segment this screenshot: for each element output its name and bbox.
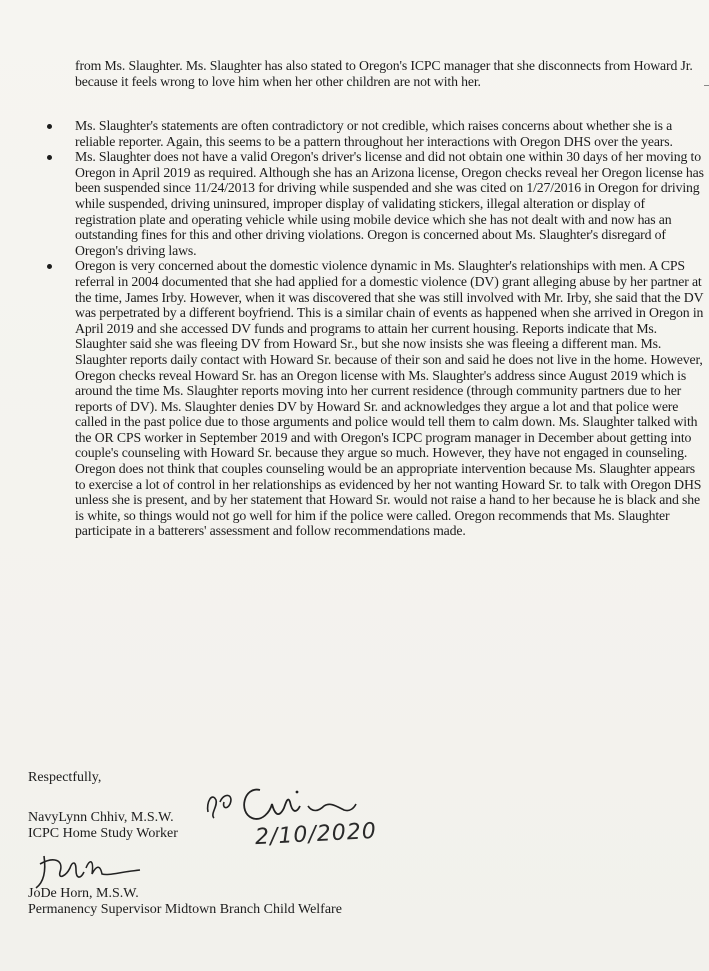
bullet-text: Ms. Slaughter does not have a valid Oregon's driver's license and did not obtain one within 30 days of her moving to Oregon in April 2019 as required. Although she has an Arizona license, Oregon checks reveal her Oregon license has been suspended since 11/24/2013 for driving while suspended and she was cited on 1/27/2016 in Oregon for driving while suspended, driving uninsured, improper display of validating stickers, illegal alteration or display of registration plate and operating vehicle while using mobile device which she has not dealt with and now has an outstanding fines for this and other driving violations. Oregon is concerned about Ms. Slaughter's disregard of Oregon's driving laws. [75, 149, 704, 258]
bullet-icon [47, 264, 52, 269]
handwritten-date: 2/10/2020 [254, 818, 378, 851]
bullet-item [0, 149, 707, 258]
scan-mark [704, 85, 709, 87]
bullet-text: Ms. Slaughter's statements are often contradictory or not credible, which raises concerns about whether she is a reliable reporter. Again, this seems to be a pattern throughout her interactions with Oregon DHS over the years. [75, 118, 673, 149]
bullet-text: Oregon is very concerned about the domestic violence dynamic in Ms. Slaughter's relationships with men. A CPS referral in 2004 documented that she had applied for a domestic violence (DV) grant alleging abuse by her partner at the time, James Irby. However, when it was discovered that she was still involved with Mr. Irby, she said that the DV was perpetrated by a different boyfriend. This is a similar chain of events as happened when she arrived in Oregon in April 2019 and she accessed DV funds and programs to attain her current housing. Reports indicate that Ms. Slaughter said she was fleeing DV from Howard Sr., but she now insists she was fleeing a different man. Ms. Slaughter reports daily contact with Howard Sr. because of their son and said he does not live in the home. However, Oregon checks reveal Howard Sr. has an Oregon license with Ms. Slaughter's address since August 2019 which is around the time Ms. Slaughter reports moving into her current residence (through community partners due to her reports of DV). Ms. Slaughter denies DV by Howard Sr. and acknowledges they argue a lot and that police were called in the past police due to those arguments and police would tell them to calm down. Ms. Slaughter talked with the OR CPS worker in September 2019 and with Oregon's ICPC program manager in December about getting into couple's counseling with Howard Sr. because they argue so much. However, they have not engaged in counseling. Oregon does not think that couples counseling would be an appropriate intervention because Ms. Slaughter appears to exercise a lot of control in her relationships as evidenced by her not wanting Howard Sr. to talk with Oregon DHS unless she is present, and by her statement that Howard Sr. would not raise a hand to her because he is black and she is white, so things would not go well for him if the police were called. Oregon recommends that Ms. Slaughter participate in a batterers' assessment and follow recommendations made. [75, 258, 704, 539]
closing-salutation: Respectfully, [28, 770, 102, 785]
signer-1-block [28, 810, 178, 841]
signer-2-title: Permanency Supervisor Midtown Branch Child Welfare [28, 901, 342, 917]
signer-2-block [28, 886, 342, 917]
bullet-item [0, 258, 707, 539]
signer-1-title: ICPC Home Study Worker [28, 825, 178, 841]
bullet-icon [47, 155, 52, 160]
signer-1-name: NavyLynn Chhiv, M.S.W. [28, 810, 174, 825]
signer-2-name: JoDe Horn, M.S.W. [28, 886, 139, 901]
bullet-icon [47, 124, 52, 129]
bullet-list [0, 118, 709, 539]
continuation-paragraph: from Ms. Slaughter. Ms. Slaughter has also stated to Oregon's ICPC manager that she disconnects from Howard Jr. because it feels wrong to love him when her other children are not with her. [75, 58, 693, 89]
bullet-item [0, 118, 707, 149]
